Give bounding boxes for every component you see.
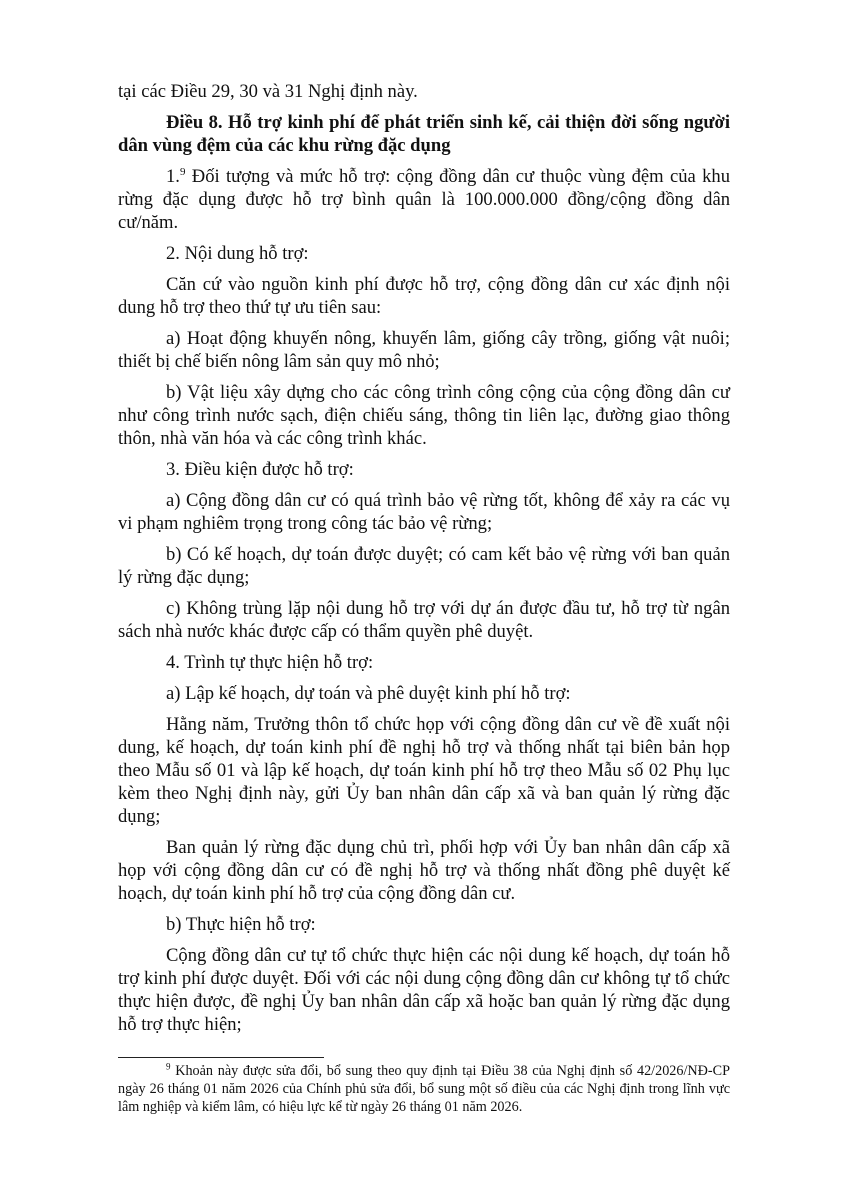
clause-3-c: c) Không trùng lặp nội dung hỗ trợ với dự án được đầu tư, hỗ trợ từ ngân sách nhà nước khác được cấp có thẩm quyền phê duyệt. xyxy=(118,598,730,642)
clause-4-b-paragraph-1: Cộng đồng dân cư tự tổ chức thực hiện các nội dung kế hoạch, dự toán hỗ trợ kinh phí được duyệt. Đối với các nội dung cộng đồng dân cư không tự tổ chức thực hiện được, đề nghị Ủy ban nhân dân cấp xã hoặc ban quản lý rừng đặc dụng hỗ trợ thực hiện; xyxy=(118,945,730,1035)
clause-3-a: a) Cộng đồng dân cư có quá trình bảo vệ rừng tốt, không để xảy ra các vụ vi phạm nghiêm trọng trong công tác bảo vệ rừng; xyxy=(118,490,730,534)
clause-3-heading: 3. Điều kiện được hỗ trợ: xyxy=(166,459,354,480)
intro-line: tại các Điều 29, 30 và 31 Nghị định này. xyxy=(118,81,418,102)
clause-4-heading: 4. Trình tự thực hiện hỗ trợ: xyxy=(166,652,374,673)
clause-1-text: Đối tượng và mức hỗ trợ: cộng đồng dân cư thuộc vùng đệm của khu rừng đặc dụng được hỗ trợ bình quân là 100.000.000 đồng/cộng đồng dân cư/năm. xyxy=(118,166,730,233)
document-body xyxy=(118,80,730,1044)
footnote-text: Khoản này được sửa đổi, bổ sung theo quy định tại Điều 38 của Nghị định số 42/2026/NĐ-CP ngày 26 tháng 01 năm 2026 của Chính phủ sửa đổi, bổ sung một số điều của các Nghị định trong lĩnh vực lâm nghiệp và kiểm lâm, có hiệu lực kể từ ngày 26 tháng 01 năm 2026. xyxy=(118,1063,730,1115)
clause-4-a-heading: a) Lập kế hoạch, dự toán và phê duyệt kinh phí hỗ trợ: xyxy=(166,683,571,704)
article-title: Điều 8. Hỗ trợ kinh phí để phát triển sinh kế, cải thiện đời sống người dân vùng đệm của các khu rừng đặc dụng xyxy=(118,112,730,156)
clause-1 xyxy=(118,165,730,234)
footnote-number: 9 xyxy=(166,1061,171,1072)
footnote-ref[interactable]: 9 xyxy=(179,165,186,178)
clause-3-b: b) Có kế hoạch, dự toán được duyệt; có cam kết bảo vệ rừng với ban quản lý rừng đặc dụng; xyxy=(118,544,730,588)
clause-2-intro: Căn cứ vào nguồn kinh phí được hỗ trợ, cộng đồng dân cư xác định nội dung hỗ trợ theo thứ tự ưu tiên sau: xyxy=(118,274,730,318)
clause-4-b-heading: b) Thực hiện hỗ trợ: xyxy=(166,914,316,935)
clause-2-heading: 2. Nội dung hỗ trợ: xyxy=(166,243,309,264)
clause-4-a-paragraph-2: Ban quản lý rừng đặc dụng chủ trì, phối hợp với Ủy ban nhân dân cấp xã họp với cộng đồng dân cư có đề nghị hỗ trợ và thống nhất đồng phê duyệt kế hoạch, dự toán kinh phí hỗ trợ của cộng đồng dân cư. xyxy=(118,837,730,904)
footnote-separator xyxy=(118,1057,324,1058)
clause-1-number: 1. xyxy=(166,166,180,187)
clause-4-a-paragraph-1: Hằng năm, Trưởng thôn tổ chức họp với cộng đồng dân cư về đề xuất nội dung, kế hoạch, dự toán kinh phí đề nghị hỗ trợ và thống nhất tại biên bản họp theo Mẫu số 01 và lập kế hoạch, dự toán kinh phí hỗ trợ theo Mẫu số 02 Phụ lục kèm theo Nghị định này, gửi Ủy ban nhân dân cấp xã và ban quản lý rừng đặc dụng; xyxy=(118,714,730,827)
clause-2-a: a) Hoạt động khuyến nông, khuyến lâm, giống cây trồng, giống vật nuôi; thiết bị chế biến nông lâm sản quy mô nhỏ; xyxy=(118,328,730,372)
clause-2-b: b) Vật liệu xây dựng cho các công trình công cộng của cộng đồng dân cư như công trình nước sạch, điện chiếu sáng, thông tin liên lạc, đường giao thông thôn, nhà văn hóa và các công trình khác. xyxy=(118,382,730,449)
footnote xyxy=(118,1062,730,1116)
